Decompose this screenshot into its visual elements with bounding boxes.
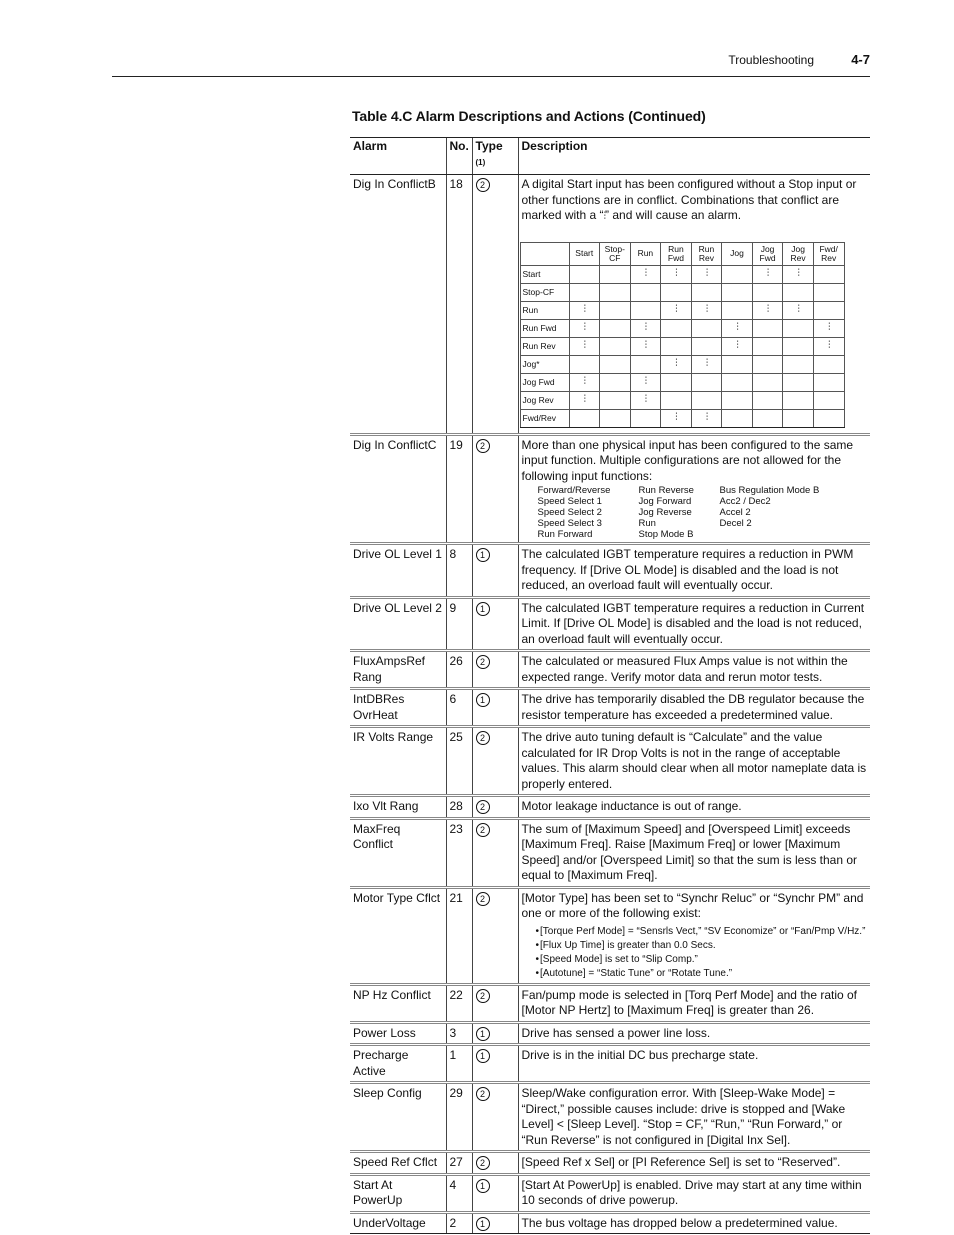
alarm-type-badge: 1 xyxy=(476,1049,490,1063)
conflict-matrix-row xyxy=(520,337,844,355)
matrix-cell xyxy=(752,337,783,355)
alarm-type-badge: 2 xyxy=(476,800,490,814)
alarm-description-text: Drive is in the initial DC bus precharge state. xyxy=(521,1048,759,1062)
alarm-type-badge: 2 xyxy=(476,731,490,745)
matrix-cell: ⫶ xyxy=(722,337,753,355)
alarm-name: IntDBRes OvrHeat xyxy=(350,689,446,727)
conflict-matrix-row xyxy=(520,319,844,337)
alarm-row xyxy=(350,689,870,727)
input-function-column xyxy=(720,485,820,540)
motor-type-condition-list xyxy=(536,925,868,981)
alarm-description xyxy=(518,597,870,651)
matrix-cell: ⫶ xyxy=(783,265,814,283)
page-number: 4-7 xyxy=(851,52,870,67)
alarm-description-text: The calculated or measured Flux Amps value is not within the expected range. Verify motor data and rerun motor tests. xyxy=(521,654,848,684)
matrix-cell: ⫶ xyxy=(783,301,814,319)
alarm-type-cell xyxy=(472,597,518,651)
condition-item: • [Torque Perf Mode] = “Sensrls Vect,” “SV Economize” or “Fan/Pmp V/Hz.” xyxy=(536,925,868,939)
alarm-description-text: More than one physical input has been configured to the same input function. Multiple configurations are not allowed for the following input functions: xyxy=(521,437,854,483)
matrix-cell xyxy=(630,409,661,427)
alarm-number: 18 xyxy=(446,175,472,435)
matrix-cell xyxy=(630,355,661,373)
matrix-cell xyxy=(691,373,722,391)
alarm-row xyxy=(350,175,870,435)
input-function-item: Forward/Reverse xyxy=(537,485,611,496)
matrix-cell xyxy=(722,283,753,301)
input-function-column xyxy=(538,485,639,540)
alarm-type-cell xyxy=(472,727,518,796)
matrix-cell xyxy=(600,409,631,427)
alarm-row xyxy=(350,1045,870,1083)
matrix-column-header: Jog Fwd xyxy=(752,242,783,265)
matrix-cell xyxy=(661,283,692,301)
condition-item: • [Flux Up Time] is greater than 0.0 Secs. xyxy=(536,939,868,953)
alarm-description xyxy=(518,544,870,598)
matrix-cell xyxy=(691,283,722,301)
matrix-column-header: Jog Rev xyxy=(783,242,814,265)
alarm-type-cell xyxy=(472,818,518,887)
alarm-number: 2 xyxy=(446,1212,472,1234)
type-footnote: (1) xyxy=(475,157,486,167)
matrix-cell xyxy=(783,319,814,337)
conflict-matrix-row xyxy=(520,373,844,391)
alarm-name: IR Volts Range xyxy=(350,727,446,796)
matrix-cell: ⫶ xyxy=(569,337,600,355)
alarm-row xyxy=(350,818,870,887)
conflict-matrix-row xyxy=(520,391,844,409)
matrix-cell xyxy=(813,283,844,301)
alarm-number: 9 xyxy=(446,597,472,651)
column-header-no: No. xyxy=(446,138,472,175)
alarm-type-cell xyxy=(472,1045,518,1083)
alarm-number: 28 xyxy=(446,796,472,819)
matrix-cell: ⫶ xyxy=(813,337,844,355)
alarm-type-cell xyxy=(472,1083,518,1152)
alarm-description xyxy=(518,1152,870,1175)
matrix-cell: ⫶ xyxy=(661,409,692,427)
matrix-cell xyxy=(722,373,753,391)
matrix-cell xyxy=(752,391,783,409)
page-header xyxy=(112,50,870,77)
alarm-number: 22 xyxy=(446,984,472,1022)
input-function-item: Acc2 / Dec2 xyxy=(719,496,771,507)
matrix-cell: ⫶ xyxy=(569,373,600,391)
matrix-cell: ⫶ xyxy=(630,337,661,355)
matrix-column-header: Jog xyxy=(722,242,753,265)
matrix-cell: ⫶ xyxy=(569,319,600,337)
alarm-description xyxy=(518,887,870,984)
alarm-description xyxy=(518,727,870,796)
alarm-description xyxy=(518,434,870,544)
alarm-type-cell xyxy=(472,887,518,984)
matrix-cell xyxy=(783,283,814,301)
alarm-description xyxy=(518,1022,870,1045)
matrix-cell xyxy=(630,301,661,319)
alarm-name: NP Hz Conflict xyxy=(350,984,446,1022)
section-title: Troubleshooting xyxy=(728,53,814,67)
matrix-cell xyxy=(630,283,661,301)
alarm-row xyxy=(350,984,870,1022)
alarm-number: 1 xyxy=(446,1045,472,1083)
matrix-column-header: Fwd/ Rev xyxy=(813,242,844,265)
alarm-description-text: [Start At PowerUp] is enabled. Drive may start at any time within 10 seconds of drive powerup. xyxy=(521,1177,862,1207)
alarm-type-cell xyxy=(472,1152,518,1175)
alarm-name: Dig In ConflictC xyxy=(350,434,446,544)
alarm-type-badge: 1 xyxy=(476,1179,490,1193)
alarm-type-badge: 2 xyxy=(476,439,490,453)
matrix-cell: ⫶ xyxy=(630,373,661,391)
matrix-cell xyxy=(752,409,783,427)
alarm-number: 21 xyxy=(446,887,472,984)
conflict-marker-icon: ⫶ xyxy=(603,211,606,222)
alarm-type-badge: 2 xyxy=(476,1156,490,1170)
matrix-cell: ⫶ xyxy=(661,265,692,283)
matrix-column-header: Run Rev xyxy=(691,242,722,265)
matrix-cell xyxy=(783,391,814,409)
alarm-number: 26 xyxy=(446,651,472,689)
alarm-type-badge: 2 xyxy=(476,823,490,837)
alarm-row xyxy=(350,544,870,598)
alarm-type-cell xyxy=(472,434,518,544)
matrix-cell xyxy=(813,373,844,391)
alarm-description-text: Drive has sensed a power line loss. xyxy=(521,1025,711,1040)
alarm-row xyxy=(350,1174,870,1212)
alarm-description-text: Motor leakage inductance is out of range. xyxy=(521,799,742,813)
condition-item: • [Speed Mode] is set to “Slip Comp.” xyxy=(536,953,868,967)
column-header-alarm: Alarm xyxy=(350,138,446,175)
type-label: Type xyxy=(475,139,503,153)
alarm-number: 3 xyxy=(446,1022,472,1045)
alarm-table xyxy=(350,137,870,1234)
alarm-description xyxy=(518,1212,870,1234)
alarm-description-text: The calculated IGBT temperature requires a reduction in Current Limit. If [Drive OL Mode] is disabled and the load is not reduced, an overload fault will eventually occur. xyxy=(521,600,865,646)
matrix-row-label: Run Fwd xyxy=(520,319,569,337)
alarm-name: Speed Ref Cflct xyxy=(350,1152,446,1175)
matrix-cell xyxy=(813,265,844,283)
alarm-description-text: A digital Start input has been configured without a Stop input or other functions are in conflict. Combinations that conflict are marked with a “ xyxy=(521,177,857,222)
matrix-cell xyxy=(722,391,753,409)
alarm-number: 8 xyxy=(446,544,472,598)
alarm-number: 4 xyxy=(446,1174,472,1212)
alarm-row xyxy=(350,1152,870,1175)
alarm-type-badge: 1 xyxy=(476,693,490,707)
alarm-name: UnderVoltage xyxy=(350,1212,446,1234)
matrix-cell xyxy=(569,409,600,427)
matrix-cell xyxy=(722,265,753,283)
alarm-row xyxy=(350,1083,870,1152)
matrix-cell: ⫶ xyxy=(661,355,692,373)
alarm-number: 6 xyxy=(446,689,472,727)
matrix-cell xyxy=(600,337,631,355)
alarm-number: 25 xyxy=(446,727,472,796)
alarm-name: Precharge Active xyxy=(350,1045,446,1083)
matrix-row-label: Jog* xyxy=(520,355,569,373)
alarm-description-text: Fan/pump mode is selected in [Torq Perf Mode] and the ratio of [Motor NP Hertz] to [Maximum Freq] is greater than 26. xyxy=(521,987,858,1017)
alarm-type-badge: 2 xyxy=(476,1087,490,1101)
alarm-description-text: The sum of [Maximum Speed] and [Overspeed Limit] exceeds [Maximum Freq]. Raise [Maximum Freq] or lower [Maximum Speed] and/or [Overspeed Limit] so that the sum is less than or equal to [Maximum Freq]. xyxy=(521,821,858,882)
alarm-description xyxy=(518,1083,870,1152)
matrix-cell xyxy=(569,355,600,373)
matrix-cell xyxy=(600,355,631,373)
matrix-row-label: Jog Rev xyxy=(520,391,569,409)
alarm-row xyxy=(350,796,870,819)
alarm-type-badge: 1 xyxy=(476,1027,490,1041)
matrix-row-label: Run Rev xyxy=(520,337,569,355)
matrix-column-header: Run xyxy=(630,242,661,265)
alarm-type-cell xyxy=(472,984,518,1022)
alarm-name: Sleep Config xyxy=(350,1083,446,1152)
matrix-cell xyxy=(783,409,814,427)
alarm-description-text: The drive has temporarily disabled the DB regulator because the resistor temperature has exceeded a predetermined value. xyxy=(521,692,865,722)
matrix-cell: ⫶ xyxy=(752,301,783,319)
conflict-matrix-header xyxy=(520,242,844,265)
matrix-row-label: Start xyxy=(520,265,569,283)
matrix-cell xyxy=(600,319,631,337)
alarm-name: Motor Type Cflct xyxy=(350,887,446,984)
alarm-row xyxy=(350,597,870,651)
alarm-type-badge: 2 xyxy=(476,892,490,906)
input-function-item: Jog Reverse xyxy=(638,507,692,518)
alarm-type-badge: 2 xyxy=(476,655,490,669)
matrix-cell: ⫶ xyxy=(630,319,661,337)
matrix-column-header: Run Fwd xyxy=(661,242,692,265)
matrix-cell: ⫶ xyxy=(569,301,600,319)
matrix-cell: ⫶ xyxy=(722,319,753,337)
alarm-description-text: The bus voltage has dropped below a predetermined value. xyxy=(521,1215,838,1230)
matrix-cell: ⫶ xyxy=(630,391,661,409)
alarm-row xyxy=(350,1022,870,1045)
matrix-cell: ⫶ xyxy=(691,355,722,373)
alarm-type-cell xyxy=(472,651,518,689)
alarm-row xyxy=(350,887,870,984)
matrix-cell xyxy=(722,409,753,427)
conflict-matrix xyxy=(520,242,845,428)
matrix-cell xyxy=(813,355,844,373)
matrix-cell: ⫶ xyxy=(661,301,692,319)
matrix-cell: ⫶ xyxy=(691,265,722,283)
alarm-description xyxy=(518,796,870,819)
alarm-description-text: The calculated IGBT temperature requires a reduction in PWM frequency. If [Drive OL Mode] is disabled and the load is not reduced, an overload fault will eventually occur. xyxy=(521,547,854,592)
matrix-cell xyxy=(783,373,814,391)
matrix-column-header: Stop-CF xyxy=(600,242,631,265)
matrix-column-header: Start xyxy=(569,242,600,265)
alarm-description xyxy=(518,984,870,1022)
matrix-cell xyxy=(752,283,783,301)
matrix-cell xyxy=(813,301,844,319)
matrix-cell xyxy=(691,319,722,337)
alarm-description xyxy=(518,1174,870,1212)
alarm-type-cell xyxy=(472,689,518,727)
condition-item: • [Autotune] = “Static Tune” or “Rotate Tune.” xyxy=(536,967,868,981)
alarm-rows xyxy=(350,175,870,1234)
alarm-name: Drive OL Level 1 xyxy=(350,544,446,598)
input-function-column xyxy=(639,485,720,540)
alarm-description xyxy=(518,689,870,727)
matrix-cell xyxy=(783,337,814,355)
matrix-row-label: Jog Fwd xyxy=(520,373,569,391)
alarm-description xyxy=(518,175,870,435)
alarm-type-badge: 1 xyxy=(476,1217,490,1231)
alarm-type-cell xyxy=(472,175,518,435)
input-function-item: Run Reverse xyxy=(638,485,694,496)
matrix-cell xyxy=(661,373,692,391)
input-function-item: Decel 2 xyxy=(719,518,752,529)
matrix-cell xyxy=(600,301,631,319)
alarm-row xyxy=(350,651,870,689)
alarm-row xyxy=(350,1212,870,1234)
matrix-cell xyxy=(661,337,692,355)
input-function-item: Speed Select 1 xyxy=(537,496,602,507)
matrix-cell: ⫶ xyxy=(813,319,844,337)
alarm-name: FluxAmpsRef Rang xyxy=(350,651,446,689)
matrix-cell xyxy=(752,373,783,391)
input-function-item: Run xyxy=(638,518,656,529)
alarm-type-cell xyxy=(472,544,518,598)
alarm-name: Start At PowerUp xyxy=(350,1174,446,1212)
alarm-description xyxy=(518,651,870,689)
input-function-item: Jog Forward xyxy=(638,496,692,507)
matrix-cell xyxy=(691,337,722,355)
matrix-cell: ⫶ xyxy=(691,409,722,427)
column-header-description: Description xyxy=(518,138,870,175)
alarm-description-text: The drive auto tuning default is “Calculate” and the value calculated for IR Drop Volts is not in the range of acceptable values. This alarm should clear when all motor nameplate data is properly entered. xyxy=(521,730,867,791)
matrix-cell xyxy=(600,283,631,301)
matrix-cell xyxy=(661,391,692,409)
matrix-cell xyxy=(752,355,783,373)
alarm-description xyxy=(518,818,870,887)
alarm-number: 29 xyxy=(446,1083,472,1152)
alarm-type-badge: 2 xyxy=(476,989,490,1003)
matrix-cell xyxy=(569,283,600,301)
alarm-name: Power Loss xyxy=(350,1022,446,1045)
column-header-type xyxy=(472,138,518,175)
table-header-row xyxy=(350,138,870,175)
alarm-description xyxy=(518,1045,870,1083)
alarm-type-cell xyxy=(472,1212,518,1234)
matrix-cell xyxy=(722,301,753,319)
matrix-row-label: Run xyxy=(520,301,569,319)
matrix-cell xyxy=(813,409,844,427)
table-title: Table 4.C Alarm Descriptions and Actions (Continued) xyxy=(352,108,706,124)
alarm-type-badge: 1 xyxy=(476,602,490,616)
alarm-row xyxy=(350,727,870,796)
conflict-matrix-row xyxy=(520,301,844,319)
matrix-corner xyxy=(520,242,569,265)
conflict-matrix-row xyxy=(520,265,844,283)
alarm-name: Ixo Vlt Rang xyxy=(350,796,446,819)
matrix-cell xyxy=(661,319,692,337)
input-function-item: Stop Mode B xyxy=(638,529,694,540)
input-function-item: Run Forward xyxy=(537,529,593,540)
alarm-description-text: Sleep/Wake configuration error. With [Sleep-Wake Mode] = “Direct,” possible causes include: drive is stopped and [Wake Level] < [Sleep Level]. “Stop = CF,” “Run,” “Run Forward,” or “Run Reverse” is not configured in [Digital Inx Sel]. xyxy=(521,1086,846,1147)
alarm-type-badge: 2 xyxy=(476,178,490,192)
matrix-cell: ⫶ xyxy=(752,265,783,283)
alarm-name: MaxFreq Conflict xyxy=(350,818,446,887)
matrix-cell xyxy=(722,355,753,373)
alarm-description-text: [Motor Type] has been set to “Synchr Reluc” or “Synchr PM” and one or more of the following exist: xyxy=(521,890,864,920)
matrix-cell xyxy=(600,373,631,391)
conflict-matrix-row xyxy=(520,355,844,373)
alarm-type-cell xyxy=(472,1022,518,1045)
alarm-number: 19 xyxy=(446,434,472,544)
matrix-row-label: Stop-CF xyxy=(520,283,569,301)
matrix-cell xyxy=(783,355,814,373)
matrix-cell xyxy=(691,391,722,409)
input-function-item: Speed Select 3 xyxy=(537,518,602,529)
alarm-type-badge: 1 xyxy=(476,548,490,562)
alarm-number: 23 xyxy=(446,818,472,887)
alarm-name: Dig In ConflictB xyxy=(350,175,446,435)
input-function-list xyxy=(538,485,868,540)
input-function-item: Accel 2 xyxy=(719,507,751,518)
matrix-row-label: Fwd/Rev xyxy=(520,409,569,427)
matrix-cell xyxy=(752,319,783,337)
matrix-cell: ⫶ xyxy=(630,265,661,283)
conflict-matrix-row xyxy=(520,409,844,427)
alarm-number: 27 xyxy=(446,1152,472,1175)
alarm-type-cell xyxy=(472,796,518,819)
input-function-item: Bus Regulation Mode B xyxy=(719,485,820,496)
matrix-cell xyxy=(600,391,631,409)
alarm-description-text: [Speed Ref x Sel] or [PI Reference Sel] is set to “Reserved”. xyxy=(521,1155,841,1169)
alarm-description-tail: ” and will cause an alarm. xyxy=(605,208,742,222)
conflict-matrix-row xyxy=(520,283,844,301)
matrix-cell xyxy=(813,391,844,409)
matrix-cell: ⫶ xyxy=(569,391,600,409)
matrix-cell xyxy=(569,265,600,283)
input-function-item: Speed Select 2 xyxy=(537,507,602,518)
alarm-name: Drive OL Level 2 xyxy=(350,597,446,651)
alarm-row xyxy=(350,434,870,544)
matrix-cell: ⫶ xyxy=(691,301,722,319)
matrix-cell xyxy=(600,265,631,283)
alarm-type-cell xyxy=(472,1174,518,1212)
